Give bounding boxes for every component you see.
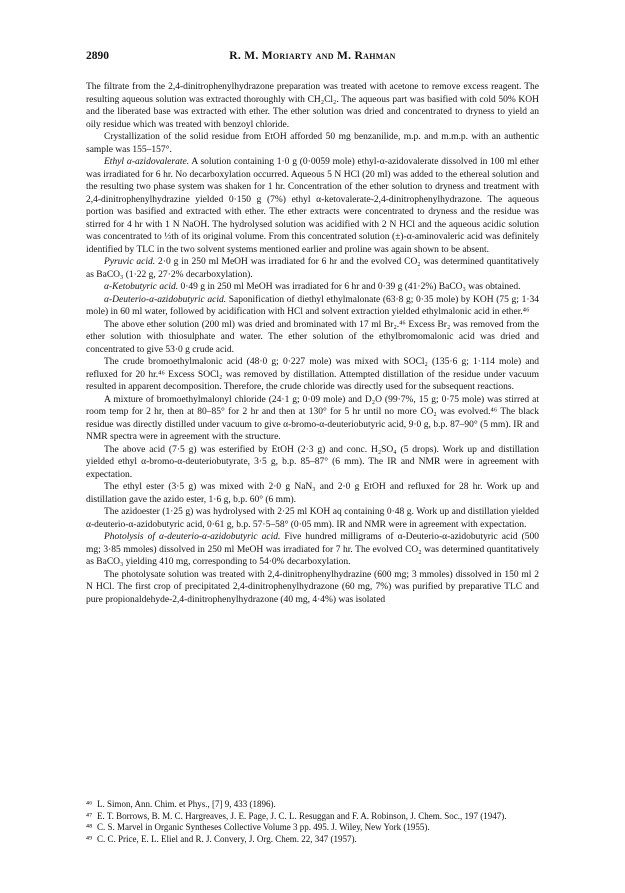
paragraph: The azidoester (1·25 g) was hydrolysed with 2·25 ml KOH aq containing 0·48 g. Work up and distillation yielded α-deuterio-α-azidobutyric acid, 0·61 g, b.p. 57·5–58° (0·05 mm). IR and NMR were in agreement with expectation. bbox=[86, 507, 539, 530]
paragraph-lead: Pyruvic acid. bbox=[104, 257, 156, 267]
paragraph: Crystallization of the solid residue from EtOH afforded 50 mg benzanilide, m.p. and m.m.p. with an authentic sample was 155–157°. bbox=[86, 132, 539, 155]
page-number: 2890 bbox=[86, 50, 109, 62]
footnote: ⁴⁹ C. C. Price, E. L. Eliel and R. J. Convery, J. Org. Chem. 22, 347 (1957). bbox=[86, 833, 357, 844]
paragraph: Pyruvic acid. 2·0 g in 250 ml MeOH was irradiated for 6 hr and the evolved CO₂ was determined quantitatively as BaCO₃ (1·22 g, 27·2% decarboxylation). bbox=[86, 257, 540, 280]
paragraph-lead: α-Ketobutyric acid. bbox=[104, 282, 179, 292]
paragraph: The crude bromoethylmalonic acid (48·0 g; 0·227 mole) was mixed with SOCl₂ (135·6 g; 1·114 mole) and refluxed for 20 hr.⁴⁶ Excess SOCl₂ was removed by distillation. Attempted distillation of the residue under vacuum resulted in apparent decomposition. Therefore, the crude chloride was directly used for the subsequent reactions. bbox=[86, 357, 539, 392]
paragraph-lead: Photolysis of α-deuterio-α-azidobutyric acid. bbox=[104, 532, 281, 542]
paragraph: The photolysate solution was treated with 2,4-dinitrophenylhydrazine (600 mg; 3 mmoles) dissolved in 150 ml 2 N HCl. The first crop of precipitated 2,4-dinitrophenylhydrazone (60 mg, 7%) was purified by preparative TLC and pure propionaldehyde-2,4-dinitrophenylhydrazone (40 mg, 4·4%) was isolated bbox=[86, 569, 539, 605]
footnote-mark: ⁴⁷ bbox=[86, 810, 93, 821]
body-text bbox=[86, 81, 539, 606]
paragraph: The above ether solution (200 ml) was dried and brominated with 17 ml Br₂.⁴⁶ Excess Br₂ was removed from the ether solution with thiosulphate and water. The ether solution of the ethylbromomalonic acid was dried and concentrated to give 53·0 g crude acid. bbox=[86, 319, 539, 355]
footnote: ⁴⁶ L. Simon, Ann. Chim. et Phys., [7] 9, 433 (1896). bbox=[86, 799, 276, 809]
running-head: R. M. Moriarty and M. Rahman bbox=[229, 50, 396, 62]
paragraph: α-Deuterio-α-azidobutyric acid. Saponification of diethyl ethylmalonate (63·8 g; 0·35 mole) by KOH (75 g; 1·34 mole) in 60 ml water, followed by acidification with HCl and solvent extraction yielded ethylmalonic acid in ether.⁴⁶ bbox=[86, 294, 540, 317]
footnote-mark: ⁴⁹ bbox=[86, 833, 93, 844]
paragraph: α-Ketobutyric acid. 0·49 g in 250 ml MeOH was irradiated for 6 hr and 0·39 g (41·2%) BaCO₃ was obtained. bbox=[104, 282, 521, 292]
paragraph: The filtrate from the 2,4-dinitrophenylhydrazone preparation was treated with acetone to remove excess reagent. The resulting aqueous solution was extracted thoroughly with CH₂Cl₂. The aqueous part was basified with cold 50% KOH and the liberated base was extracted with ether. The ether solution was dried and concentrated to dryness to yield an oily residue which was treated with benzoyl chloride. bbox=[86, 82, 539, 130]
footnote: ⁴⁷ E. T. Borrows, B. M. C. Hargreaves, J. E. Page, J. C. L. Resuggan and F. A. Robinson, J. Chem. Soc., 197 (1947). bbox=[86, 810, 507, 821]
paragraph: A mixture of bromoethylmalonyl chloride (24·1 g; 0·09 mole) and D₂O (99·7%, 15 g; 0·75 mole) was stirred at room temp for 2 hr, then at 80–85° for 2 hr and then at 130° for 5 hr until no more CO₂ was evolved.⁴⁶ The black residue was directly distilled under vacuum to give α-bromo-α-deuteriobutyric acid, 9·0 g, b.p. 87–90° (5 mm). IR and NMR spectra were in agreement with the structure. bbox=[86, 394, 539, 442]
paragraph-lead: Ethyl α-azidovalerate. bbox=[104, 157, 190, 167]
footnote-mark: ⁴⁶ bbox=[86, 799, 93, 809]
footnotes bbox=[86, 799, 539, 845]
paragraph-lead: α-Deuterio-α-azidobutyric acid. bbox=[104, 294, 227, 305]
footnote: ⁴⁸ C. S. Marvel in Organic Syntheses Collective Volume 3 pp. 495. J. Wiley, New York (1955). bbox=[86, 822, 430, 832]
paragraph: Photolysis of α-deuterio-α-azidobutyric acid. Five hundred milligrams of α-Deuterio-α-azidobutyric acid (500 mg; 3·85 mmoles) dissolved in 250 ml MeOH was irradiated for 7 hr. The evolved CO₂ was determined quantitatively as BaCO₃ yielding 410 mg, corresponding to 54·0% decarboxylation. bbox=[86, 532, 540, 567]
paragraph: Ethyl α-azidovalerate. A solution containing 1·0 g (0·0059 mole) ethyl-α-azidovalerate dissolved in 100 ml ether was irradiated for 6 hr. No decarboxylation occurred. Aqueous 5 N HCl (20 ml) was added to the ethereal solution and the resulting two phase system was shaken for 1 hr. Concentration of the ether solution to dryness and treatment with 2,4-dinitrophenylhydrazine yielded 0·150 g (7%) ethyl α-ketovalerate-2,4-dinitrophenylhydrazone. The aqueous portion was basified and extracted with ether. The ether extracts were concentrated to dryness and the residue was stirred for 4 hr with 1 N NaOH. The hydrolysed solution was acidified with 2 N HCl and the aqueous acidic solution was concentrated to ⅓th of its original volume. From this concentrated solution (±)-α-aminovaleric acid was definitely identified by TLC in the two solvent systems mentioned earlier and proline was again shown to be absent. bbox=[86, 157, 539, 255]
footnote-mark: ⁴⁸ bbox=[86, 822, 93, 832]
page-header bbox=[86, 50, 539, 66]
paragraph: The above acid (7·5 g) was esterified by EtOH (2·3 g) and conc. H₂SO₄ (5 drops). Work up and distillation yielded ethyl α-bromo-α-deuteriobutyrate, 3·5 g, b.p. 85–87° (6 mm). The IR and NMR were in agreement with expectation. bbox=[86, 444, 539, 480]
paragraph: The ethyl ester (3·5 g) was mixed with 2·0 g NaN₃ and 2·0 g EtOH and refluxed for 28 hr. Work up and distillation gave the azido ester, 1·6 g, b.p. 60° (6 mm). bbox=[86, 482, 539, 505]
